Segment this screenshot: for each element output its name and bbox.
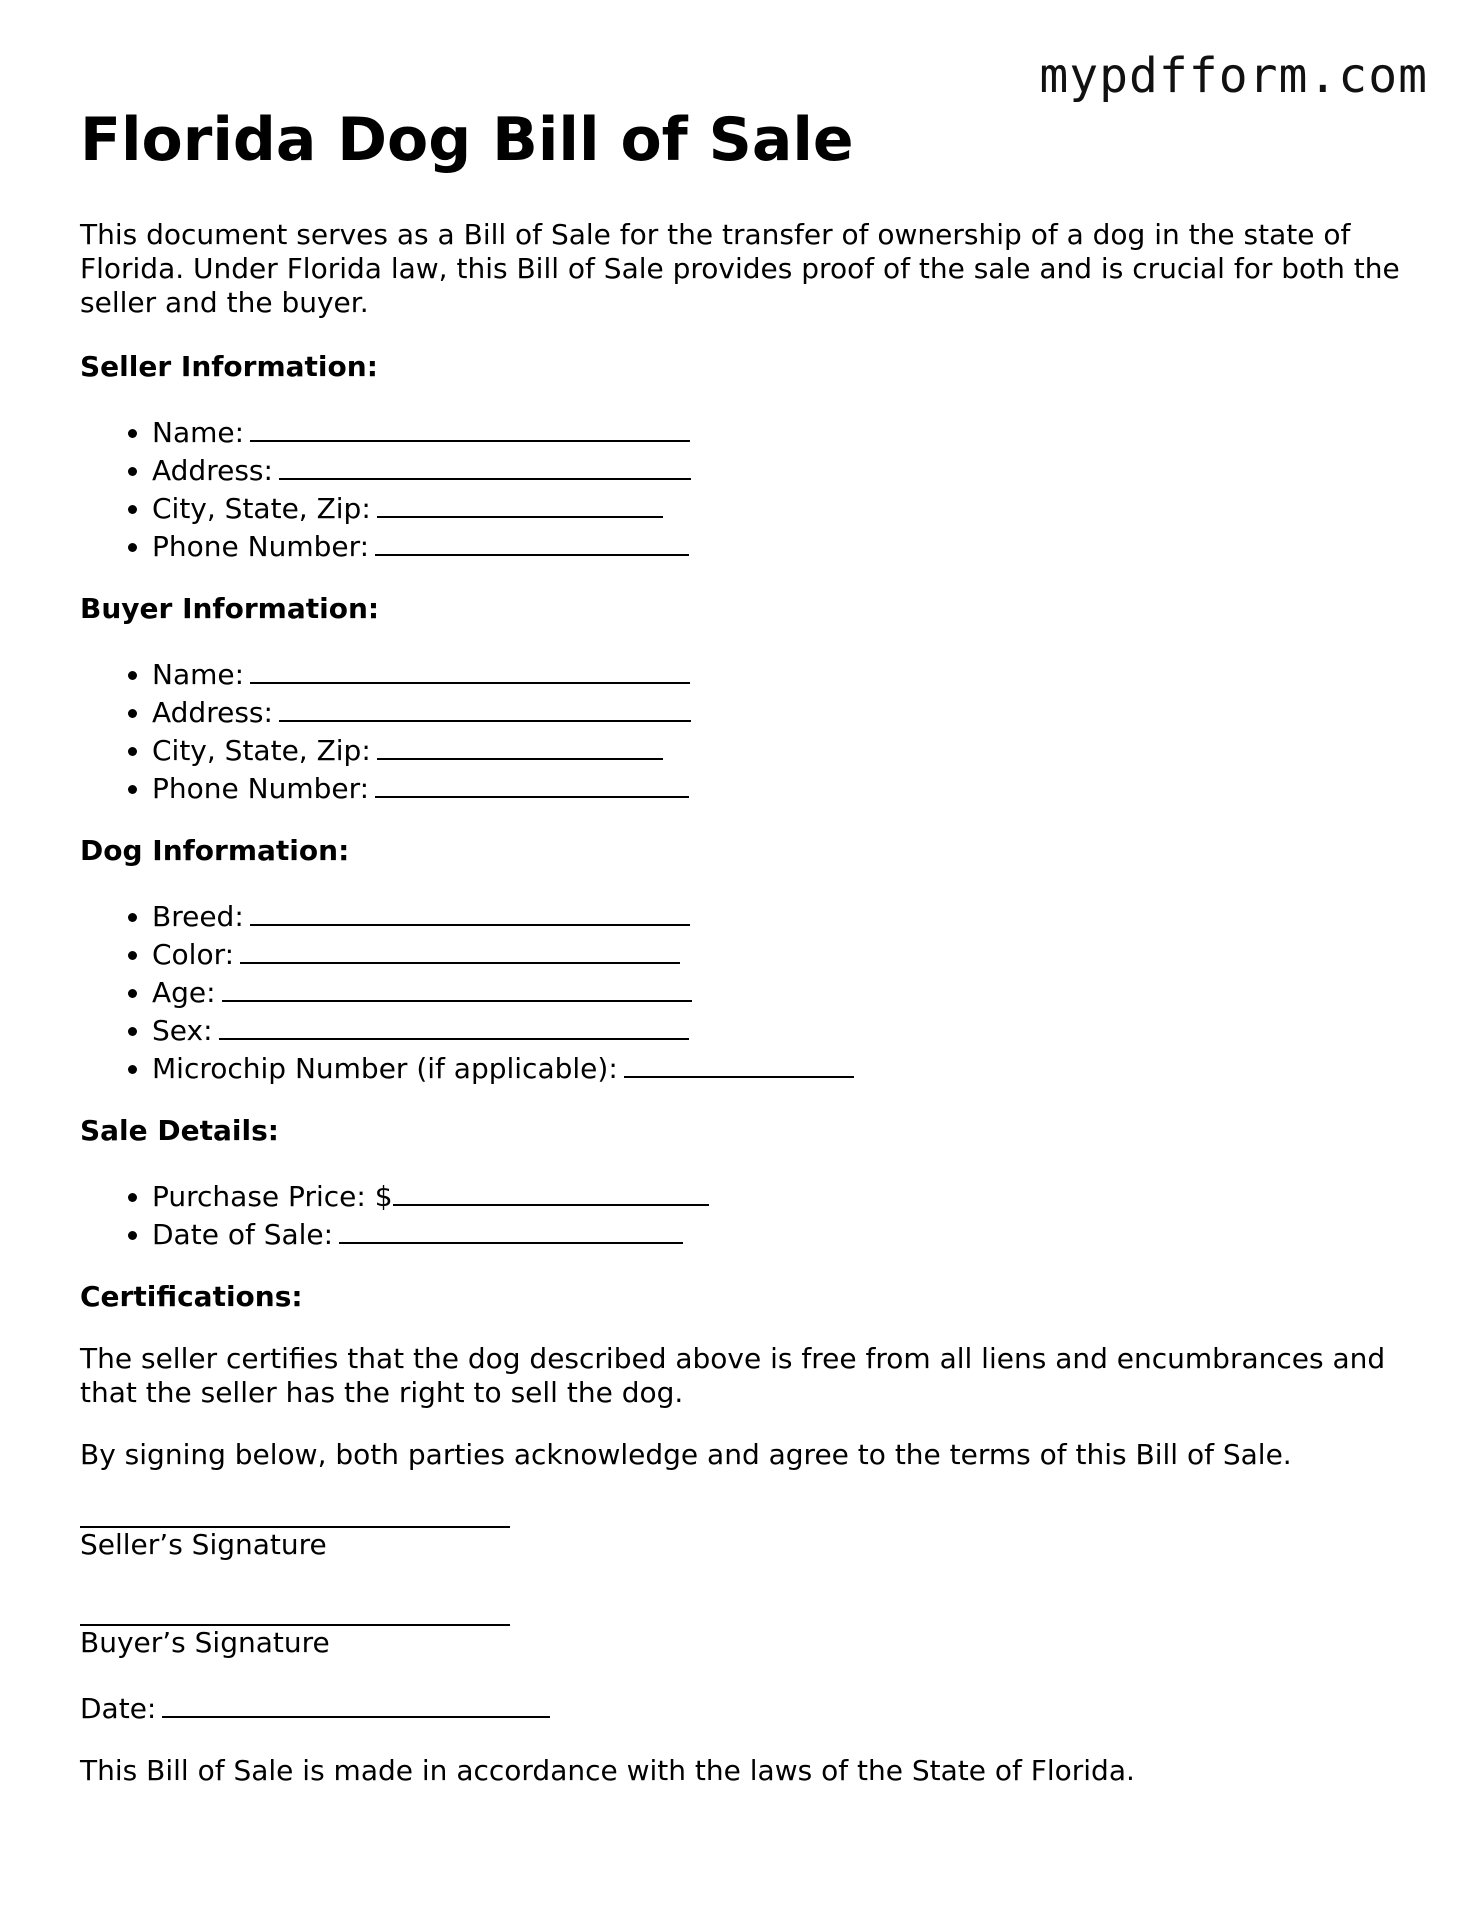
seller-phone-field — [152, 526, 1400, 564]
buyer-name-blank[interactable] — [250, 654, 690, 684]
seller-signature-label: Seller’s Signature — [80, 1528, 327, 1561]
date-label: Date: — [80, 1692, 157, 1725]
purchase-price-blank[interactable] — [393, 1176, 709, 1206]
signature-date-blank[interactable] — [162, 1688, 550, 1718]
sale-fields-list — [80, 1176, 1400, 1252]
watermark-text: mypdfform.com — [1039, 48, 1428, 104]
field-label: Phone Number: — [152, 530, 370, 563]
dog-color-field — [152, 934, 1400, 972]
buyer-signature-line[interactable] — [80, 1590, 510, 1626]
field-label: Address: — [152, 454, 273, 487]
document-page — [80, 100, 1400, 1816]
dog-fields-list — [80, 896, 1400, 1086]
seller-city-state-zip-blank[interactable] — [377, 488, 663, 518]
field-label: Age: — [152, 976, 216, 1009]
footer-statement: This Bill of Sale is made in accordance with the laws of the State of Florida. — [80, 1754, 1135, 1787]
certification-text: The seller certifies that the dog described above is free from all liens and encumbrances and that the seller has the right to sell the dog. — [80, 1342, 1386, 1409]
field-label: Color: — [152, 938, 235, 971]
field-label: Date of Sale: — [152, 1218, 334, 1251]
seller-name-field — [152, 412, 1400, 450]
seller-phone-blank[interactable] — [375, 526, 689, 556]
seller-city-state-zip-field — [152, 488, 1400, 526]
page-title: Florida Dog Bill of Sale — [80, 105, 854, 175]
date-of-sale-field — [152, 1214, 1400, 1252]
buyer-section-heading: Buyer Information: — [80, 592, 380, 625]
dog-breed-field — [152, 896, 1400, 934]
buyer-city-state-zip-field — [152, 730, 1400, 768]
buyer-city-state-zip-blank[interactable] — [377, 730, 663, 760]
buyer-fields-list — [80, 654, 1400, 806]
buyer-address-field — [152, 692, 1400, 730]
dog-age-blank[interactable] — [222, 972, 692, 1002]
signature-date-row — [80, 1688, 1400, 1726]
agreement-text: By signing below, both parties acknowledge and agree to the terms of this Bill of Sale. — [80, 1438, 1292, 1471]
field-label: Address: — [152, 696, 273, 729]
field-label: Phone Number: — [152, 772, 370, 805]
field-label: Microchip Number (if applicable): — [152, 1052, 618, 1085]
seller-address-field — [152, 450, 1400, 488]
buyer-phone-field — [152, 768, 1400, 806]
buyer-address-blank[interactable] — [279, 692, 691, 722]
seller-signature-block — [80, 1492, 1400, 1562]
seller-section-heading: Seller Information: — [80, 350, 378, 383]
dog-microchip-field — [152, 1048, 1400, 1086]
buyer-signature-label: Buyer’s Signature — [80, 1626, 330, 1659]
purchase-price-field — [152, 1176, 1400, 1214]
field-label: City, State, Zip: — [152, 734, 371, 767]
field-label: Breed: — [152, 900, 244, 933]
dog-color-blank[interactable] — [240, 934, 680, 964]
dog-sex-field — [152, 1010, 1400, 1048]
field-label: Purchase Price: $ — [152, 1180, 393, 1213]
seller-fields-list — [80, 412, 1400, 564]
seller-signature-line[interactable] — [80, 1492, 510, 1528]
field-label: City, State, Zip: — [152, 492, 371, 525]
field-label: Name: — [152, 658, 245, 691]
buyer-phone-blank[interactable] — [375, 768, 689, 798]
field-label: Sex: — [152, 1014, 213, 1047]
dog-age-field — [152, 972, 1400, 1010]
dog-sex-blank[interactable] — [219, 1010, 689, 1040]
certifications-heading: Certifications: — [80, 1280, 303, 1313]
dog-microchip-blank[interactable] — [624, 1048, 854, 1078]
dog-section-heading: Dog Information: — [80, 834, 350, 867]
date-of-sale-blank[interactable] — [339, 1214, 683, 1244]
seller-name-blank[interactable] — [250, 412, 690, 442]
sale-section-heading: Sale Details: — [80, 1114, 279, 1147]
intro-paragraph: This document serves as a Bill of Sale for the transfer of ownership of a dog in the state of Florida. Under Florida law, this Bill of Sale provides proof of the sale and is crucial for both the seller and the buyer. — [80, 218, 1400, 319]
buyer-signature-block — [80, 1590, 1400, 1660]
seller-address-blank[interactable] — [279, 450, 691, 480]
dog-breed-blank[interactable] — [250, 896, 690, 926]
field-label: Name: — [152, 416, 245, 449]
buyer-name-field — [152, 654, 1400, 692]
